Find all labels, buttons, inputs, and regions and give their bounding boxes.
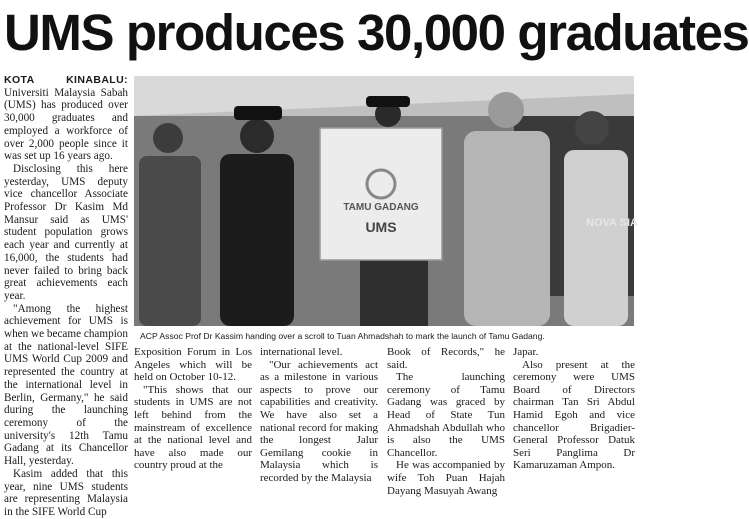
paragraph: Exposition Forum in Los Angeles which will be held on October 10-12. — [134, 346, 252, 384]
paragraph: "Our achievements act as a milestone in various aspects to prove our capabilities and creativity. We have also set a national record for making the longest Jalur Gemilang cookie in Malaysia which is recorded by the Malaysia — [260, 358, 378, 484]
backdrop-text: NOVA SIA — [586, 217, 638, 229]
paragraph: Also present at the ceremony were UMS Board of Directors chairman Tan Sri Abdul Hamid Egoh and vice chancellor Brigadier-General Professor Datuk Seri Panglima Dr Kamaruzaman Ampon. — [513, 358, 635, 472]
paragraph: He was accompanied by wife Toh Puan Hajah Dayang Masuyah Awang — [387, 459, 505, 497]
paragraph: The launching ceremony of Tamu Gadang was graced by Head of State Tun Ahmadshah Abdullah who is also the UMS Chancellor. — [387, 371, 505, 459]
left-column — [4, 74, 128, 519]
body-column-3 — [387, 346, 505, 497]
paragraph: "This shows that our students in UMS are not left behind from the mainstream of excellence at the national level and have also made our country proud at the — [134, 383, 252, 472]
news-photo — [134, 76, 638, 326]
dateline: KOTA KINABALU: — [4, 74, 128, 86]
headline: UMS produces 30,000 graduates — [4, 4, 749, 61]
body-column-2 — [260, 346, 378, 485]
banner-line1: TAMU GADANG — [343, 202, 419, 213]
paragraph: "Among the highest achievement for UMS is when we became champion at the national-level SIFE UMS World Cup 2009 and represented the country at the international level in Berlin, Germany," he said during the launching ceremony of the university's 12th Tamu Gadang at its Chancellor Hall, yesterday. — [4, 302, 128, 468]
lead-text: Universiti Malaysia Sabah (UMS) has produced over 30,000 graduates and employed a workforce of over 2,000 people since it was set up 16 years ago. — [4, 86, 128, 163]
paragraph: Kasim added that this year, nine UMS students are representing Malaysia in the SIFE World Cup — [4, 467, 128, 518]
paragraph: Japar. — [513, 346, 539, 358]
paragraph: Book of Records," he said. — [387, 346, 505, 371]
photo-scene — [134, 76, 638, 326]
paragraph: international level. — [260, 346, 343, 358]
lead-paragraph — [4, 74, 128, 163]
paragraph: Disclosing this here yesterday, UMS deputy vice chancellor Associate Professor Dr Kasim Md Mansur said as UMS' student population grows each year and currently at 16,000, the students had never failed to bring back great achievements each year. — [4, 162, 128, 302]
body-column-4 — [513, 346, 635, 472]
body-column-1 — [134, 346, 252, 472]
banner-line2: UMS — [365, 219, 397, 235]
photo-caption: ACP Assoc Prof Dr Kassim handing over a scroll to Tuan Ahmadshah to mark the launch of Tamu Gadang. — [140, 331, 545, 341]
